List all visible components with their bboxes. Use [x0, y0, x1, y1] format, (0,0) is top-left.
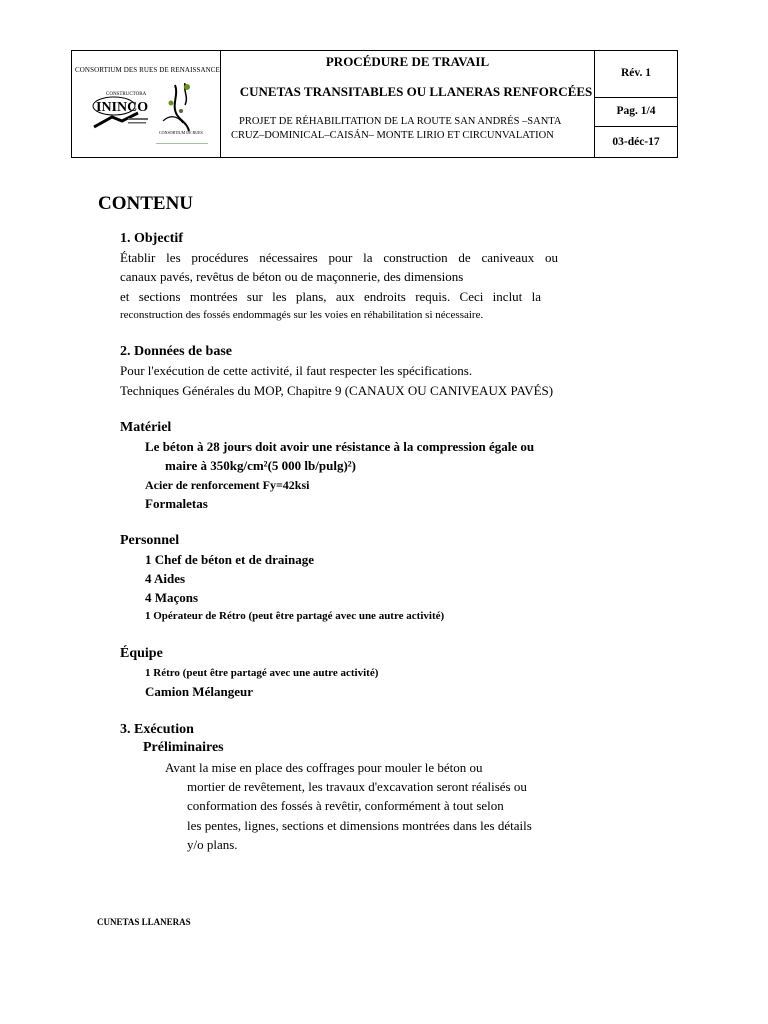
section-1-line-3: et sections montrées sur les plans, aux endroits requis. Ceci inclut la	[120, 289, 541, 304]
personnel-item-2: 4 Aides	[145, 571, 186, 586]
section-3-line-5: y/o plans.	[187, 837, 238, 852]
project-line-2: CRUZ–DOMINICAL–CAISÁN– MONTE LIRIO ET CIRCUNVALATION	[231, 130, 554, 141]
revision-cell	[595, 51, 677, 98]
title-cell	[221, 51, 595, 157]
consortium-rues-logo	[157, 81, 207, 135]
document-title: CUNETAS TRANSITABLES OU LLANERAS RENFORCÉES	[239, 84, 593, 99]
page-cell	[595, 98, 677, 127]
section-2-line-1: Pour l'exécution de cette activité, il faut respecter les spécifications.	[120, 363, 473, 378]
equipe-item-1: 1 Rétro (peut être partagé avec une autre activité)	[145, 667, 379, 679]
contents-heading: CONTENU	[98, 193, 194, 214]
logo-cell	[72, 51, 221, 157]
section-3-line-4: les pentes, lignes, sections et dimensions montrées dans les détails	[187, 818, 532, 833]
section-1-line-1: Établir les procédures nécessaires pour la construction de caniveaux ou	[120, 250, 558, 265]
consortium-name: CONSORTIUM DES RUES DE RENAISSANCE	[75, 66, 220, 74]
materiel-title: Matériel	[120, 420, 172, 435]
section-3-subtitle: Préliminaires	[143, 740, 224, 755]
document-date: 03-déc-17	[612, 136, 660, 148]
ininco-logo	[92, 87, 150, 131]
materiel-item-1-cont: maire à 350kg/cm²(5 000 lb/pulg)²)	[165, 458, 356, 473]
section-3-line-3: conformation des fossés à revêtir, conformément à tout selon	[187, 798, 504, 813]
materiel-item-2: Acier de renforcement Fy=42ksi	[145, 478, 310, 492]
procedure-label: PROCÉDURE DE TRAVAIL	[325, 54, 490, 69]
personnel-item-4: 1 Opérateur de Rétro (peut être partagé avec une autre activité)	[145, 610, 445, 622]
section-3-title: 3. Exécution	[120, 722, 194, 737]
materiel-item-1: Le béton à 28 jours doit avoir une résistance à la compression égale ou	[145, 439, 535, 454]
project-description	[231, 115, 591, 143]
project-line-1: PROJET DE RÉHABILITATION DE LA ROUTE SAN ANDRÉS –SANTA	[239, 116, 562, 127]
section-3-line-2: mortier de revêtement, les travaux d'excavation seront réalisés ou	[187, 779, 527, 794]
page-footer: CUNETAS LLANERAS	[97, 917, 191, 927]
personnel-item-1: 1 Chef de béton et de drainage	[145, 552, 314, 567]
section-1-line-4: reconstruction des fossés endommagés sur les voies en réhabilitation si nécessaire.	[120, 309, 484, 321]
ininco-logo-name: ININCO	[96, 100, 149, 115]
rues-logo-caption: CONSORTIUM DE RUES	[159, 130, 203, 135]
personnel-title: Personnel	[120, 533, 180, 548]
section-2-title: 2. Données de base	[120, 344, 233, 359]
section-2-line-2: Techniques Générales du MOP, Chapitre 9 (CANAUX OU CANIVEAUX PAVÉS)	[120, 383, 554, 398]
equipe-item-2: Camion Mélangeur	[145, 684, 253, 699]
page-number: Pag. 1/4	[616, 105, 656, 117]
equipe-title: Équipe	[120, 646, 163, 661]
section-1-title: 1. Objectif	[120, 231, 183, 246]
logo-divider-line	[156, 143, 208, 144]
revision-number: Rév. 1	[620, 67, 652, 79]
section-1-line-2: canaux pavés, revêtus de béton ou de maçonnerie, des dimensions	[120, 269, 464, 284]
materiel-item-3: Formaletas	[145, 496, 208, 511]
personnel-item-3: 4 Maçons	[145, 590, 199, 605]
date-cell	[595, 127, 677, 157]
document-header	[71, 50, 678, 158]
section-3-line-1: Avant la mise en place des coffrages pour mouler le béton ou	[165, 760, 483, 775]
ininco-logo-top: CONSTRUCTORA	[106, 92, 147, 97]
